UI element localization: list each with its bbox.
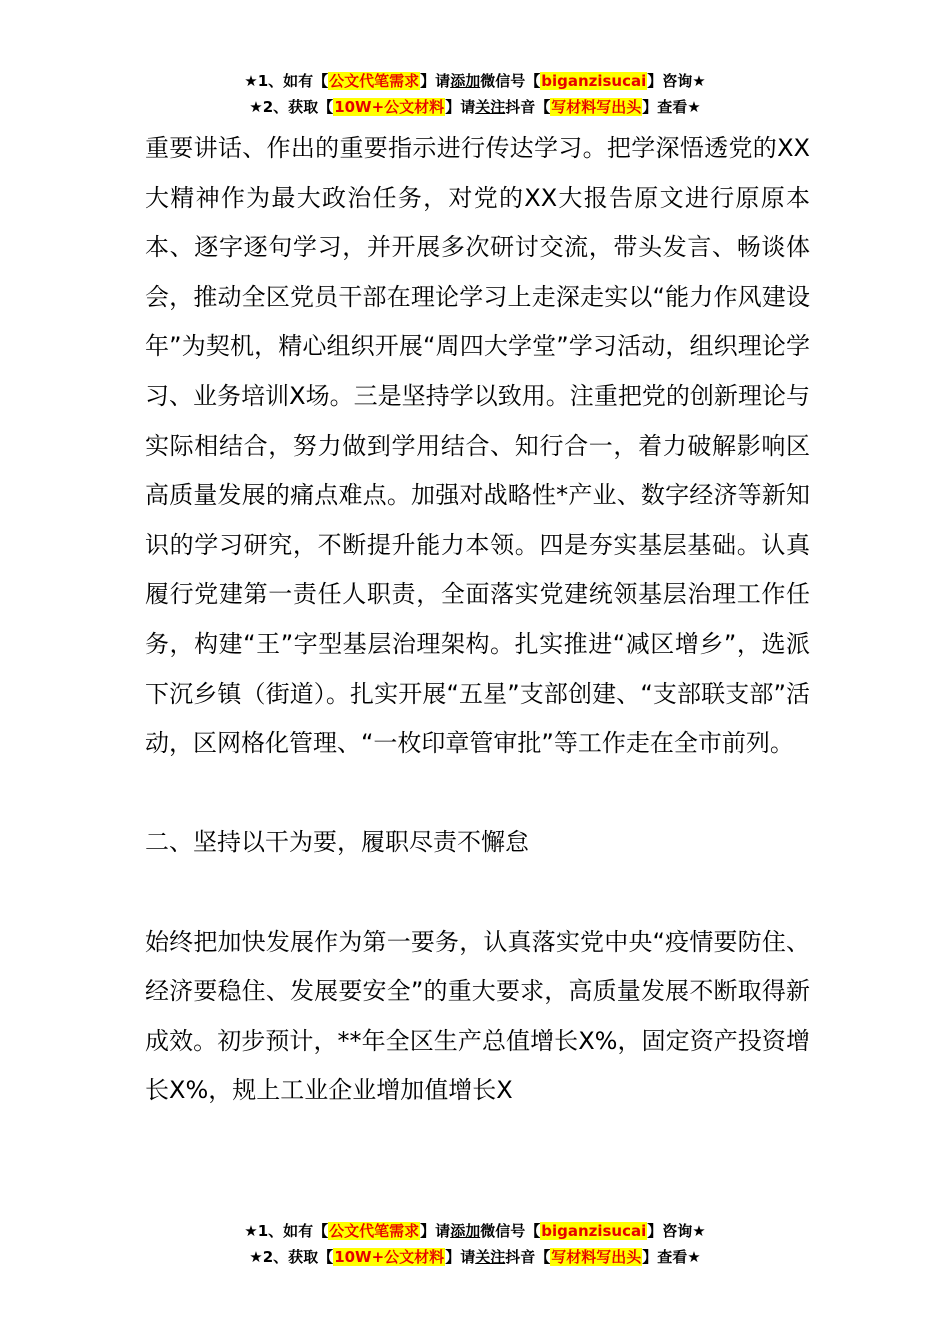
highlight-text: 10W+公文材料 bbox=[334, 1248, 445, 1266]
highlight-text: 公文代笔需求 bbox=[329, 1222, 420, 1240]
banner-text: 】请 bbox=[420, 72, 451, 90]
paragraph-spacer bbox=[145, 769, 810, 819]
bottom-banner bbox=[0, 1218, 950, 1270]
underlined-text: 关注 bbox=[475, 1248, 506, 1266]
banner-line-1 bbox=[0, 68, 950, 94]
paragraph-spacer bbox=[145, 868, 810, 918]
banner-text: ★1、如有【 bbox=[244, 72, 329, 90]
underlined-text: 添加 bbox=[450, 72, 481, 90]
banner-line-1 bbox=[0, 1218, 950, 1244]
banner-text: ★2、获取【 bbox=[249, 98, 334, 116]
banner-text: 抖音【 bbox=[505, 1248, 551, 1266]
highlight-text: 写材料写出头 bbox=[551, 1248, 642, 1266]
banner-text: 】查看★ bbox=[642, 98, 701, 116]
highlight-text: 公文代笔需求 bbox=[329, 72, 420, 90]
body-paragraph: 始终把加快发展作为第一要务，认真落实党中央“疫情要防住、经济要稳住、发展要安全”的重大要求，高质量发展不断取得新成效。初步预计，**年全区生产总值增长X%，固定资产投资增长X%，规上工业企业增加值增长X bbox=[145, 927, 810, 1105]
underlined-text: 关注 bbox=[475, 98, 506, 116]
top-banner bbox=[0, 68, 950, 120]
section-heading: 二、坚持以干为要，履职尽责不懈怠 bbox=[145, 828, 529, 857]
banner-text: 微信号【 bbox=[480, 72, 541, 90]
banner-line-2 bbox=[0, 94, 950, 120]
document-body bbox=[145, 124, 810, 1116]
body-paragraph: 重要讲话、作出的重要指示进行传达学习。把学深悟透党的XX大精神作为最大政治任务，对党的XX大报告原文进行原原本本、逐字逐句学习，并开展多次研讨交流，带头发言、畅谈体会，推动全区党员干部在理论学习上走深走实以“能力作风建设年”为契机，精心组织开展“周四大学堂”学习活动，组织理论学习、业务培训X场。三是坚持学以致用。注重把党的创新理论与实际相结合，努力做到学用结合、知行合一，着力破解影响区高质量发展的痛点难点。加强对战略性*产业、数字经济等新知识的学习研究，不断提升能力本领。四是夯实基层基础。认真履行党建第一责任人职责，全面落实党建统领基层治理工作任务，构建“王”字型基层治理架构。扎实推进“减区增乡”，选派下沉乡镇（街道）。扎实开展“五星”支部创建、“支部联支部”活动，区网格化管理、“一枚印章管审批”等工作走在全市前列。 bbox=[145, 134, 810, 758]
highlight-text: biganzisucai bbox=[541, 72, 647, 90]
highlight-text: 10W+公文材料 bbox=[334, 98, 445, 116]
banner-text: 微信号【 bbox=[480, 1222, 541, 1240]
banner-text: 】请 bbox=[420, 1222, 451, 1240]
banner-text: 】咨询★ bbox=[647, 72, 706, 90]
banner-line-2 bbox=[0, 1244, 950, 1270]
highlight-text: 写材料写出头 bbox=[551, 98, 642, 116]
underlined-text: 添加 bbox=[450, 1222, 481, 1240]
highlight-text: biganzisucai bbox=[541, 1222, 647, 1240]
banner-text: 】请 bbox=[445, 98, 476, 116]
banner-text: 】咨询★ bbox=[647, 1222, 706, 1240]
banner-text: 】查看★ bbox=[642, 1248, 701, 1266]
banner-text: 】请 bbox=[445, 1248, 476, 1266]
banner-text: ★2、获取【 bbox=[249, 1248, 334, 1266]
banner-text: ★1、如有【 bbox=[244, 1222, 329, 1240]
banner-text: 抖音【 bbox=[505, 98, 551, 116]
